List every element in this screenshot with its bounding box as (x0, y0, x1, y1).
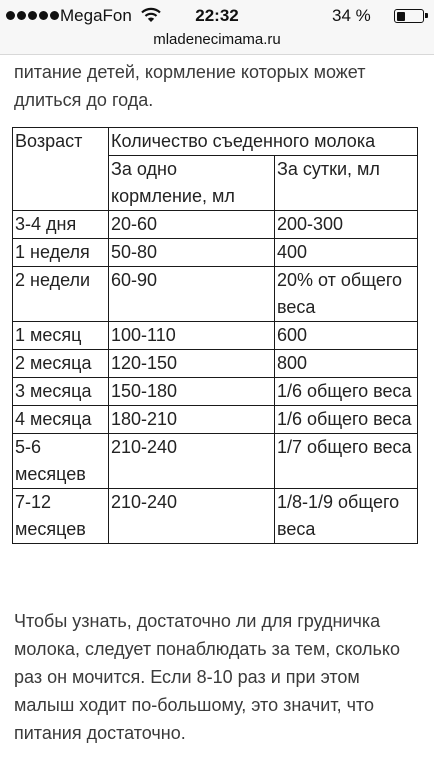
outro-paragraph: Чтобы узнать, достаточно ли для грудничка молока, следует понаблюдать за тем, сколько раз он мочится. Если 8-10 раз и при этом малыш ходит по-большому, это значит, что питания достаточно. (14, 611, 400, 743)
url-bar[interactable] (0, 30, 434, 55)
table-row (13, 378, 418, 406)
table-row (13, 489, 418, 544)
cell-age: 1 неделя (13, 239, 109, 267)
table-row (13, 434, 418, 489)
table-row (13, 239, 418, 267)
header-amount: Количество съеденного молока (109, 128, 418, 156)
cell-per-feeding: 50-80 (109, 239, 275, 267)
milk-table (12, 127, 418, 544)
cell-age: 5-6 месяцев (13, 434, 109, 489)
cell-per-feeding: 210-240 (109, 434, 275, 489)
cell-per-day: 800 (275, 350, 418, 378)
cell-per-day: 400 (275, 239, 418, 267)
carrier-name: MegaFon (60, 6, 132, 25)
clock: 22:32 (195, 6, 239, 25)
cell-age: 4 месяца (13, 406, 109, 434)
cell-age: 2 недели (13, 267, 109, 322)
table-row (13, 350, 418, 378)
cell-per-day: 200-300 (275, 211, 418, 239)
header-age: Возраст (13, 128, 109, 211)
header-per-feeding: За одно кормление, мл (109, 156, 275, 211)
url-text[interactable]: mladenecimama.ru (153, 31, 281, 48)
cell-per-day: 1/7 общего веса (275, 434, 418, 489)
cell-per-day: 1/6 общего веса (275, 378, 418, 406)
cell-age: 1 месяц (13, 322, 109, 350)
intro-paragraph: питание детей, кормление которых может длиться до года. (14, 62, 366, 110)
header-per-day: За сутки, мл (275, 156, 418, 211)
cell-age: 3-4 дня (13, 211, 109, 239)
status-bar (0, 0, 434, 30)
cell-per-feeding: 120-150 (109, 350, 275, 378)
table-row (13, 267, 418, 322)
cell-per-day: 1/8-1/9 общего веса (275, 489, 418, 544)
cell-per-feeding: 60-90 (109, 267, 275, 322)
cell-age: 3 месяца (13, 378, 109, 406)
table-row (13, 211, 418, 239)
cell-per-feeding: 150-180 (109, 378, 275, 406)
battery-percent: 34 % (332, 6, 371, 25)
cell-per-day: 20% от общего веса (275, 267, 418, 322)
table-header-row (13, 128, 418, 156)
cell-per-day: 1/6 общего веса (275, 406, 418, 434)
table-row (13, 406, 418, 434)
battery-fill (397, 12, 406, 21)
cell-age: 2 месяца (13, 350, 109, 378)
cell-per-feeding: 210-240 (109, 489, 275, 544)
table-row (13, 322, 418, 350)
cell-per-day: 600 (275, 322, 418, 350)
battery-icon (394, 9, 424, 23)
cell-per-feeding: 180-210 (109, 406, 275, 434)
cell-per-feeding: 100-110 (109, 322, 275, 350)
cell-age: 7-12 месяцев (13, 489, 109, 544)
cell-per-feeding: 20-60 (109, 211, 275, 239)
